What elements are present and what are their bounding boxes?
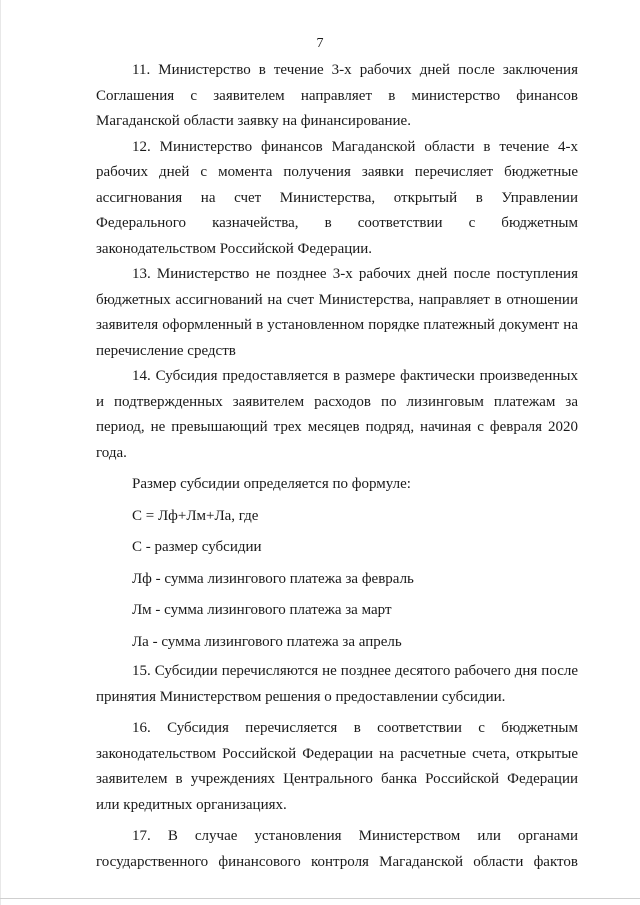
paragraph-14: 14. Субсидия предоставляется в размере фактически произведенных и подтвержденных заявителем расходов по лизинговым платежам за период, не превышающий трех месяцев подряд, начиная с февраля 2020 года. bbox=[96, 368, 578, 461]
paragraph-12: 12. Министерство финансов Магаданской области в течение 4-х рабочих дней с момента получения заявки перечисляет бюджетные ассигнования на счет Министерства, открытый в Управлении Федерального казначейства, в соответствии с бюджетным законодательством Российской Федерации. bbox=[96, 138, 578, 257]
formula-term-la: Ла - сумма лизингового платежа за апрель bbox=[132, 633, 402, 650]
formula-expression: С = Лф+Лм+Ла, где bbox=[132, 507, 259, 524]
formula-term-lf: Лф - сумма лизингового платежа за февраль bbox=[132, 570, 414, 587]
paragraph-13: 13. Министерство не позднее 3-х рабочих дней после поступления бюджетных ассигнований на счет Министерства, направляет в отношении заявителя оформленный в установленном порядке платежный документ на перечисление средств bbox=[96, 266, 578, 359]
scan-edge-line bbox=[0, 0, 1, 905]
formula-term-lm: Лм - сумма лизингового платежа за март bbox=[132, 602, 392, 618]
formula-block bbox=[96, 472, 578, 655]
formula-intro: Размер субсидии определяется по формуле: bbox=[132, 476, 411, 492]
document-body bbox=[96, 58, 578, 875]
paragraph-11: 11. Министерство в течение 3-х рабочих дней после заключения Соглашения с заявителем направляет в министерство финансов Магаданской области заявку на финансирование. bbox=[96, 62, 578, 129]
paragraph-15: 15. Субсидии перечисляются не позднее десятого рабочего дня после принятия Министерством решения о предоставлении субсидии. bbox=[96, 663, 578, 705]
paragraph-17: 17. В случае установления Министерством или органами государственного финансового контроля Магаданской области фактов bbox=[96, 828, 578, 870]
formula-term-c: С - размер субсидии bbox=[132, 539, 262, 555]
page-number: 7 bbox=[316, 36, 324, 51]
scan-bottom-line bbox=[0, 898, 640, 899]
paragraph-16: 16. Субсидия перечисляется в соответствии с бюджетным законодательством Российской Федерации на расчетные счета, открытые заявителем в учреждениях Центрального банка Российской Федерации или кредитных организациях. bbox=[96, 720, 578, 813]
